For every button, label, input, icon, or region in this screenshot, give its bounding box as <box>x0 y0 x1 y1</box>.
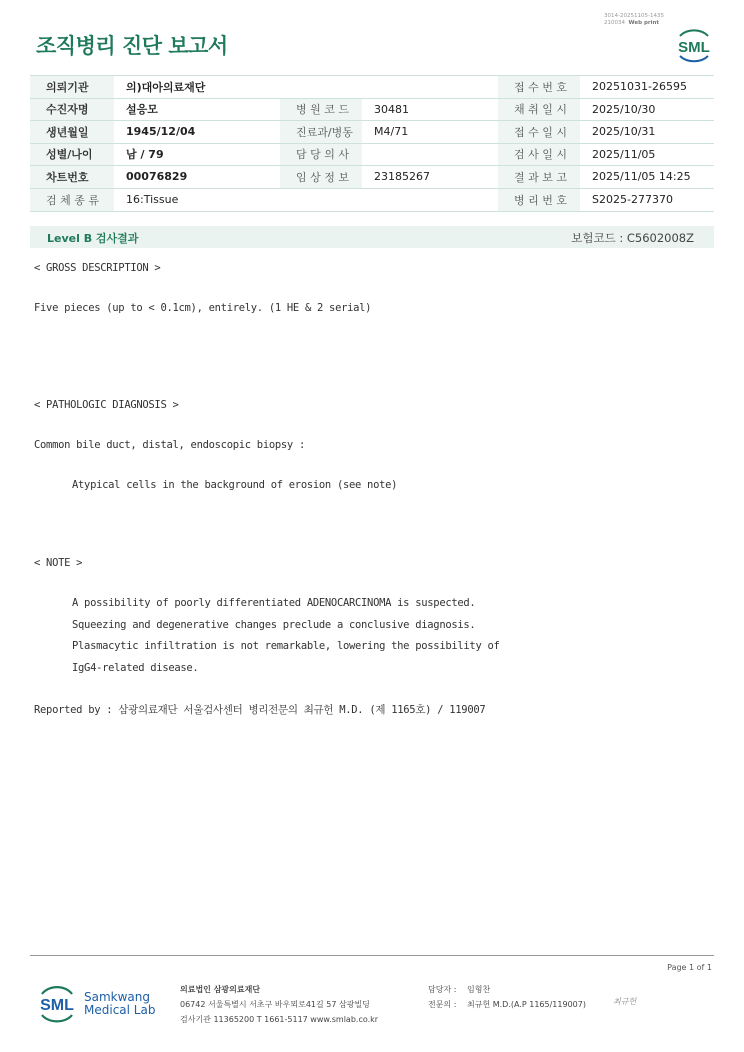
doctor-value <box>362 143 498 166</box>
signature: 최규헌 <box>613 997 637 1006</box>
dob-label: 생년월일 <box>30 121 114 144</box>
dept-label: 진료과/병동 <box>280 121 362 144</box>
brand-line: Samkwang <box>84 990 150 1004</box>
info-row <box>30 188 714 211</box>
doctor-label: 담 당 의 사 <box>280 143 362 166</box>
info-row <box>30 98 714 121</box>
result-level-bar <box>30 226 714 248</box>
report-date-value: 2025/11/05 14:25 <box>580 166 714 189</box>
specimen-label: 검 체 종 류 <box>30 188 114 211</box>
document-code <box>604 13 664 27</box>
collection-date-label: 채 취 일 시 <box>498 98 580 121</box>
note-line: Squeezing and degenerative changes preclude a conclusive diagnosis. <box>72 619 476 631</box>
reception-date-value: 2025/10/31 <box>580 121 714 144</box>
staff-label: 담당자 : <box>428 985 457 994</box>
corporate-contact: 검사기관 11365200 T 1661-5117 www.smlab.co.kr <box>180 1015 379 1024</box>
collection-date-value: 2025/10/30 <box>580 98 714 121</box>
gross-text: Five pieces (up to < 0.1cm), entirely. (1 HE & 2 serial) <box>34 302 372 314</box>
corporate-address: 06742 서울특별시 서초구 바우뫼로41길 57 삼광빌딩 <box>180 1000 370 1009</box>
specimen-value: 16:Tissue <box>114 188 498 211</box>
dept-value: M4/71 <box>362 121 498 144</box>
clinical-info-label: 임 상 정 보 <box>280 166 362 189</box>
chart-no-label: 차트번호 <box>30 166 114 189</box>
note-line: IgG4-related disease. <box>72 662 199 674</box>
specialist-label: 전문의 : <box>428 1000 457 1009</box>
diagnosis-heading: < PATHOLOGIC DIAGNOSIS > <box>34 399 179 411</box>
document-code-sub: 210034 <box>604 20 625 26</box>
institution-value: 의)대아의료재단 <box>114 76 498 99</box>
pathology-no-label: 병 리 번 호 <box>498 188 580 211</box>
reception-date-label: 접 수 일 시 <box>498 121 580 144</box>
insurance-code: 보험코드 : C5602008Z <box>571 231 694 245</box>
diagnosis-site: Common bile duct, distal, endoscopic biopsy : <box>34 439 305 451</box>
staff-name: 임형찬 <box>467 985 491 994</box>
web-print-label: Web print <box>628 20 660 26</box>
info-row <box>30 76 714 99</box>
info-row <box>30 143 714 166</box>
footer-divider <box>30 955 714 956</box>
reported-by: Reported by : 삼광의료재단 서울검사센터 병리전문의 최규헌 M.D. (제 1165호) / 119007 <box>34 704 486 716</box>
institution-label: 의뢰기관 <box>30 76 114 99</box>
gross-heading: < GROSS DESCRIPTION > <box>34 262 161 274</box>
staff-info <box>428 982 586 1012</box>
patient-label: 수진자명 <box>30 98 114 121</box>
patient-info-table <box>30 75 714 212</box>
sml-logo <box>674 26 714 64</box>
corporate-name: 의료법인 삼광의료재단 <box>180 985 261 994</box>
svg-text:SML: SML <box>40 997 74 1014</box>
patient-value: 설응모 <box>114 98 280 121</box>
exam-date-value: 2025/11/05 <box>580 143 714 166</box>
page-title: 조직병리 진단 보고서 <box>36 34 228 58</box>
sex-age-value: 남 / 79 <box>114 143 280 166</box>
result-level: Level B 검사결과 <box>47 232 139 245</box>
reception-no-value: 20251031-26595 <box>580 76 714 99</box>
document-code-number: 3014-20251105-1435 <box>604 13 664 19</box>
clinical-info-value: 23185267 <box>362 166 498 189</box>
hospital-code-value: 30481 <box>362 98 498 121</box>
report-date-label: 결 과 보 고 <box>498 166 580 189</box>
brand-name <box>84 991 155 1017</box>
diagnosis-text: Atypical cells in the background of erosion (see note) <box>72 479 398 491</box>
pathology-no-value: S2025-277370 <box>580 188 714 211</box>
dob-value: 1945/12/04 <box>114 121 280 144</box>
page-number: Page 1 of 1 <box>667 963 712 972</box>
specialist-name: 최규헌 M.D.(A.P 1165/119007) <box>467 1000 586 1009</box>
info-row <box>30 166 714 189</box>
info-row <box>30 121 714 144</box>
note-heading: < NOTE > <box>34 557 83 569</box>
note-line: A possibility of poorly differentiated ADENOCARCINOMA is suspected. <box>72 597 476 609</box>
reception-no-label: 접 수 번 호 <box>498 76 580 99</box>
sex-age-label: 성별/나이 <box>30 143 114 166</box>
hospital-code-label: 병 원 코 드 <box>280 98 362 121</box>
brand-line: Medical Lab <box>84 1003 156 1017</box>
exam-date-label: 검 사 일 시 <box>498 143 580 166</box>
note-line: Plasmacytic infiltration is not remarkable, lowering the possibility of <box>72 640 500 652</box>
svg-text:SML: SML <box>678 39 710 56</box>
sml-logo <box>36 980 78 1026</box>
chart-no-value: 00076829 <box>114 166 280 189</box>
corporate-info <box>180 982 378 1027</box>
